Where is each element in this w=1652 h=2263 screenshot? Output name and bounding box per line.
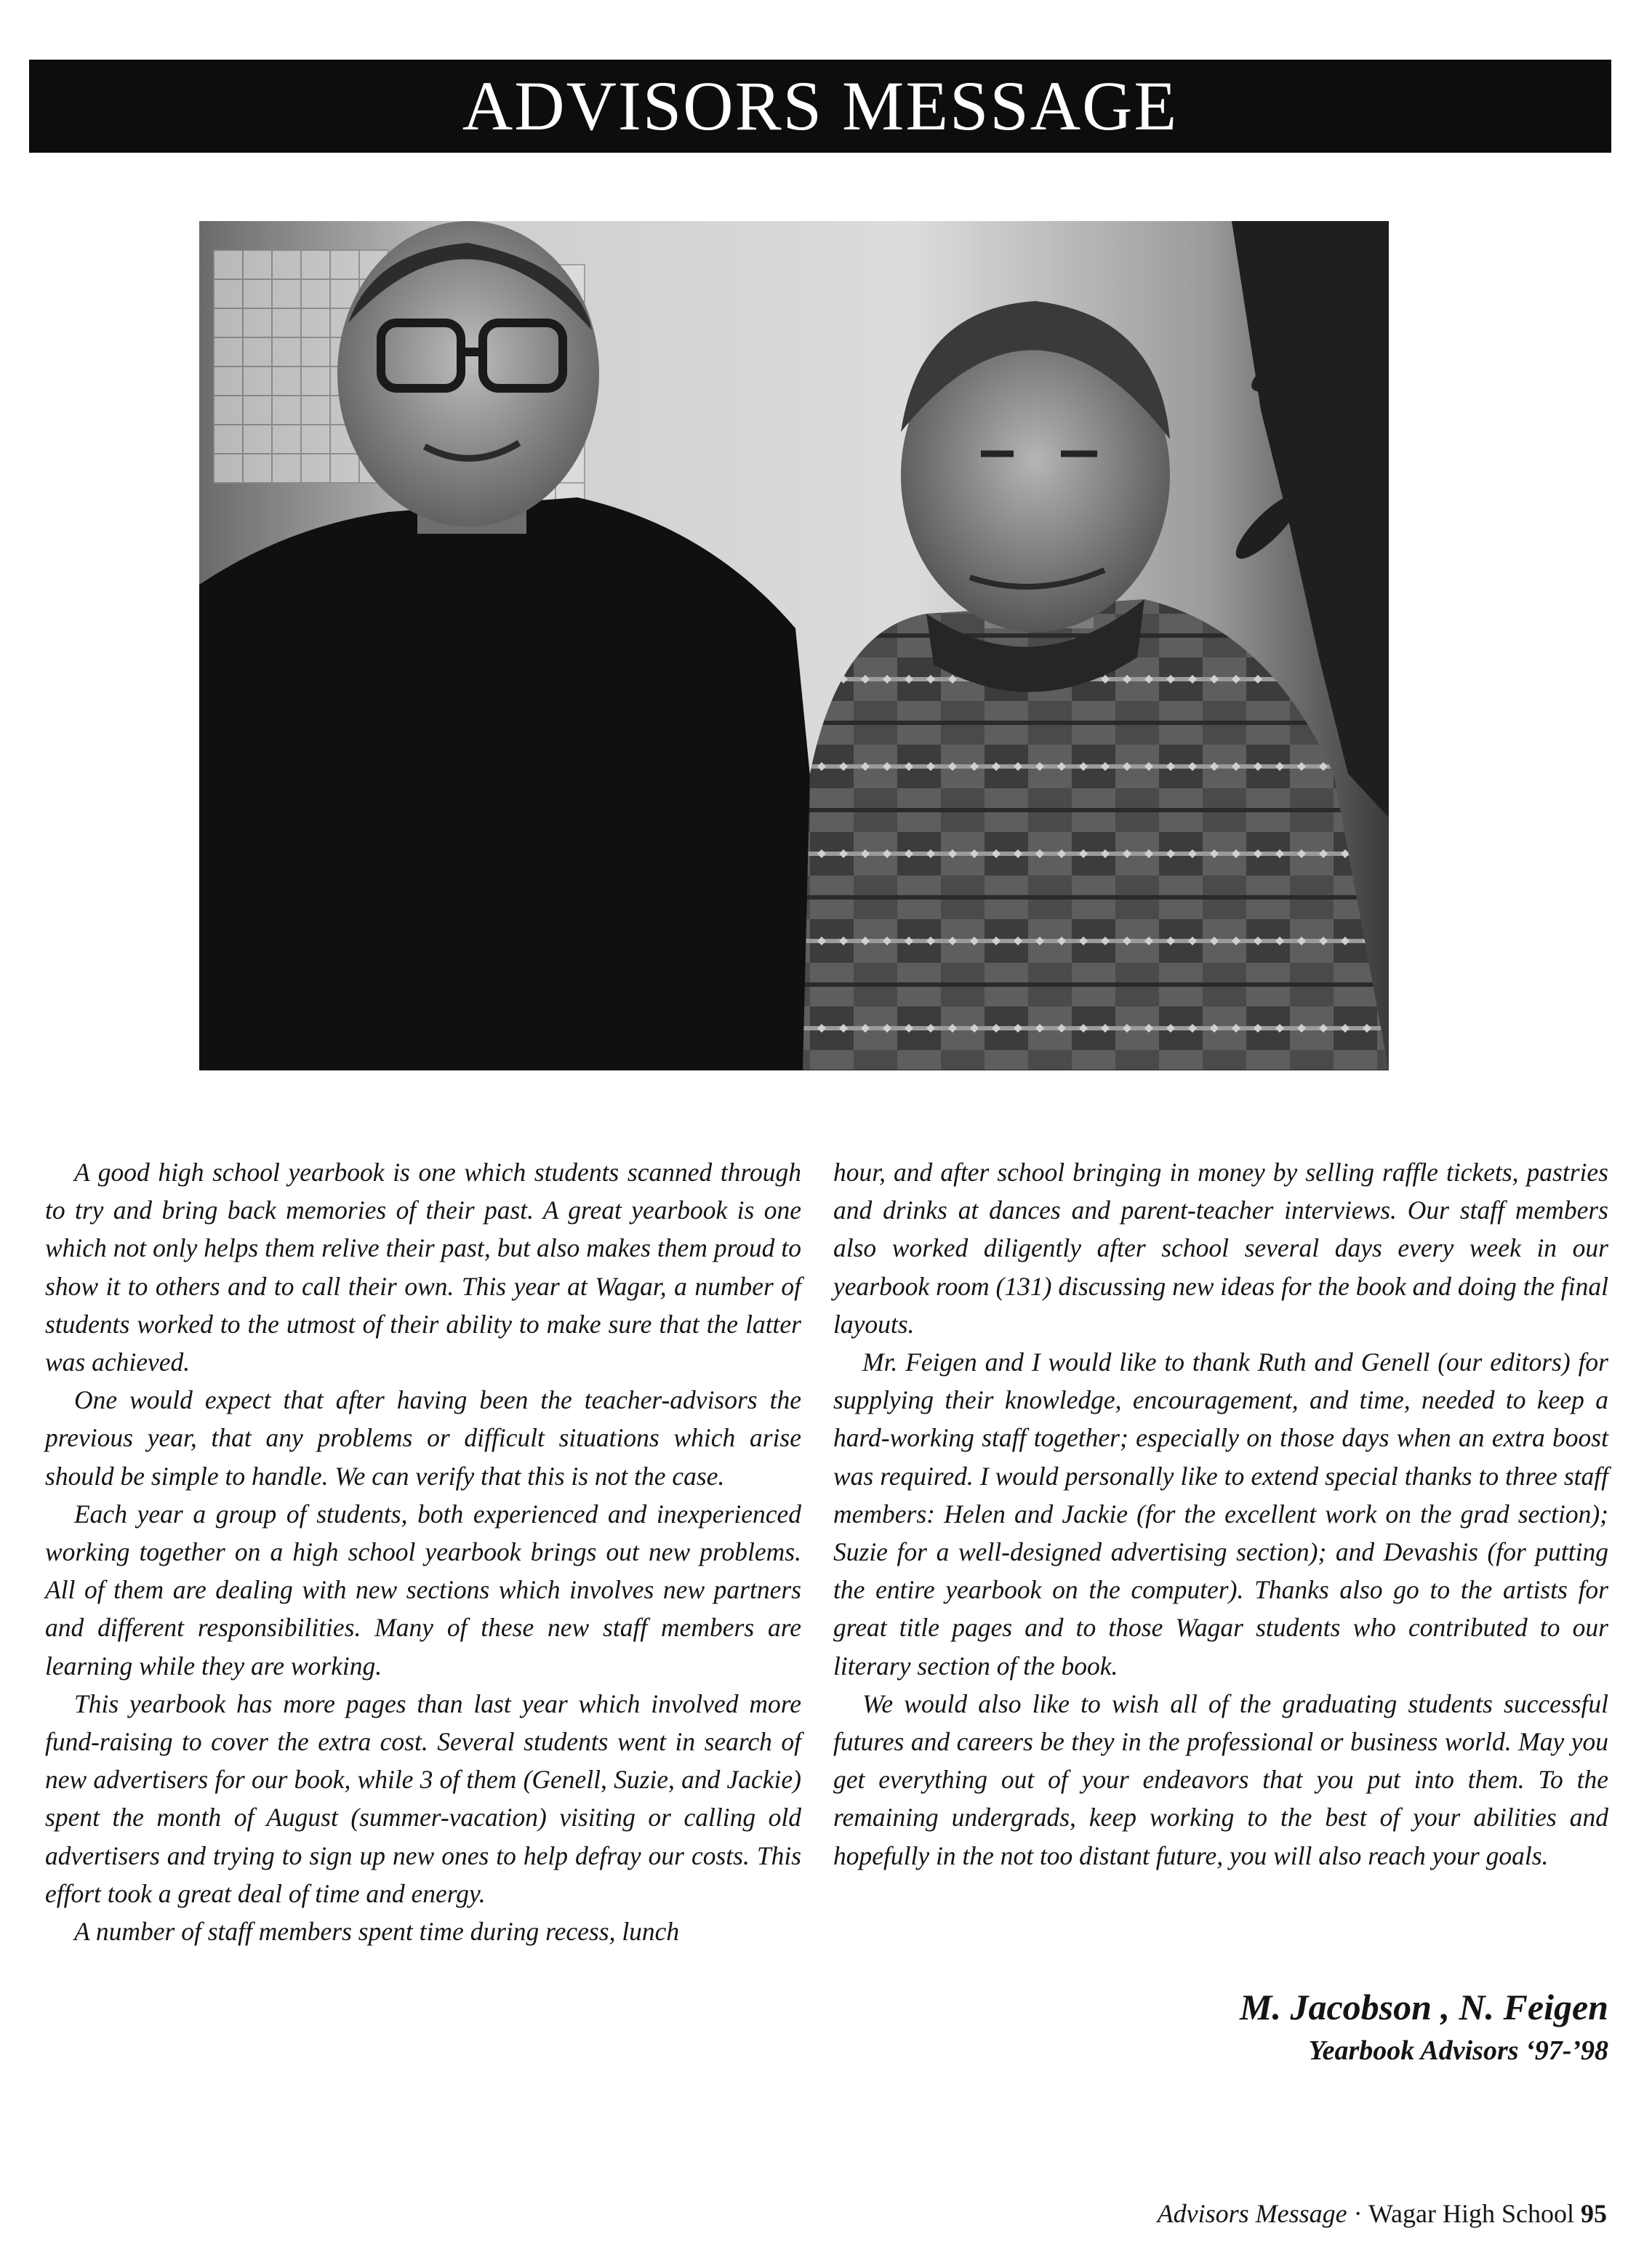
right-paragraph-2: We would also like to wish all of the graduating students successful futures and careers be they in the professional or business world. May you get everything out of your endeavors that you put into them. To the remaining undergrads, keep working to the best of your abilities and hopefully in the not too distant future, you will also reach your goals. xyxy=(833,1689,1608,1870)
article-right-column xyxy=(833,1153,1608,1875)
left-paragraph-1: A good high school yearbook is one which students scanned through to try and bring back memories of their past. A great yearbook is one which not only helps them relive their past, but also makes them proud to show it to others and to call their own. This year at Wagar, a number of students worked to the utmost of their ability to make sure that the latter was achieved. xyxy=(45,1158,801,1377)
footer-separator: · xyxy=(1353,2199,1363,2228)
article-left-column xyxy=(45,1153,801,1950)
signature-block xyxy=(1240,1984,1608,2071)
footer-school: Wagar High School xyxy=(1368,2199,1574,2228)
advisors-photo xyxy=(199,221,1389,1070)
signature-role: Yearbook Advisors ‘97-’98 xyxy=(1308,2035,1608,2066)
signature-names: M. Jacobson , N. Feigen xyxy=(1240,1987,1608,2027)
footer-section: Advisors Message xyxy=(1157,2199,1347,2228)
page-title: ADVISORS MESSAGE xyxy=(462,67,1179,145)
left-paragraph-2: One would expect that after having been the teacher-advisors the previous year, that any problems or difficult situations which arise should be simple to handle. We can verify that this is not the case. xyxy=(45,1385,801,1491)
right-paragraph-continued: hour, and after school bringing in money by selling raffle tickets, pastries and drinks at dances and parent-teacher interviews. Our staff members also worked diligently after school several days every week in our yearbook room (131) discussing new ideas for the book and doing the final layouts. xyxy=(833,1158,1608,1339)
page-footer xyxy=(1158,2198,1607,2230)
title-banner xyxy=(29,60,1611,153)
left-paragraph-3: Each year a group of students, both experienced and inexperienced working together on a high school yearbook brings out new problems. All of them are dealing with new sections which involves new partners and different responsibilities. Many of these new staff members are learning while they are working. xyxy=(45,1499,801,1681)
page-number: 95 xyxy=(1581,2199,1607,2228)
left-paragraph-5: A number of staff members spent time during recess, lunch xyxy=(74,1917,680,1947)
right-paragraph-1: Mr. Feigen and I would like to thank Ruth and Genell (our editors) for supplying their knowledge, encouragement, and time, needed to keep a hard-working staff together; especially on those days when an extra boost was required. I would personally like to extend special thanks to three staff members: Helen and Jackie (for the excellent work on the grad section); Suzie for a well-designed advertising section); and Devashis (for putting the entire yearbook on the computer). Thanks also go to the artists for great title pages and to those Wagar students who contributed to our literary section of the book. xyxy=(833,1347,1608,1681)
advisors-photo-image xyxy=(199,221,1389,1070)
left-paragraph-4: This yearbook has more pages than last year which involved more fund-raising to cover the extra cost. Several students went in search of new advertisers for our book, while 3 of them (Genell, Suzie, and Jackie) spent the month of August (summer-vacation) visiting or calling old advertisers and trying to sign up new ones to help defray our costs. This effort took a great deal of time and energy. xyxy=(45,1689,801,1908)
